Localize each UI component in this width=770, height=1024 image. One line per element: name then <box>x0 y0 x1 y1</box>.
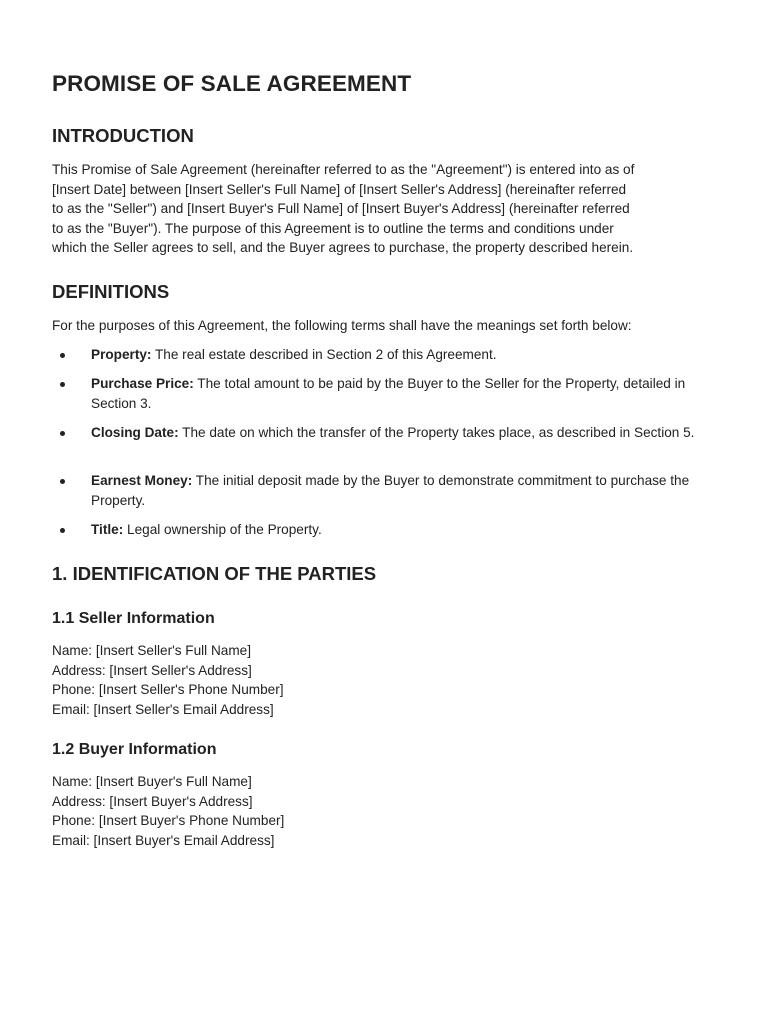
definition-term: Earnest Money: <box>91 473 193 488</box>
seller-address-line: Address: [Insert Seller's Address] <box>52 662 252 678</box>
introduction-line: [Insert Date] between [Insert Seller's Full Name] of [Insert Seller's Address] (hereinafter referred <box>52 181 627 197</box>
introduction-line: to as the "Seller") and [Insert Buyer's Full Name] of [Insert Buyer's Address] (hereinafter referred <box>52 201 630 216</box>
definitions-heading: DEFINITIONS <box>52 281 170 302</box>
buyer-info-block <box>52 772 284 850</box>
seller-info-block <box>52 641 284 719</box>
buyer-email-line: Email: [Insert Buyer's Email Address] <box>52 832 275 848</box>
introduction-line: which the Seller agrees to sell, and the Buyer agrees to purchase, the property described herein. <box>52 240 634 255</box>
buyer-info-heading: 1.2 Buyer Information <box>52 741 217 758</box>
definition-text <box>91 374 721 413</box>
definition-description: The total amount to be paid by the Buyer to the Seller for the Property, detailed in Section 3. <box>91 376 686 411</box>
bullet-icon <box>60 479 65 484</box>
definition-text <box>91 520 721 540</box>
bullet-icon <box>60 431 65 436</box>
introduction-paragraph <box>52 160 634 258</box>
document-title: PROMISE OF SALE AGREEMENT <box>52 71 412 96</box>
introduction-heading: INTRODUCTION <box>52 125 194 146</box>
introduction-line: This Promise of Sale Agreement (hereinafter referred to as the "Agreement") is entered into as of <box>52 162 635 177</box>
introduction-line: to as the "Buyer"). The purpose of this Agreement is to outline the terms and conditions under <box>52 220 614 236</box>
definition-term: Purchase Price: <box>91 376 194 391</box>
definition-text <box>91 423 721 443</box>
definition-term: Property: <box>91 347 152 362</box>
seller-phone-line: Phone: [Insert Seller's Phone Number] <box>52 682 284 697</box>
buyer-phone-line: Phone: [Insert Buyer's Phone Number] <box>52 813 285 828</box>
definition-description: The initial deposit made by the Buyer to demonstrate commitment to purchase the Property. <box>91 473 690 508</box>
bullet-icon <box>60 382 65 387</box>
seller-email-line: Email: [Insert Seller's Email Address] <box>52 701 274 717</box>
definition-term: Title: <box>91 522 124 537</box>
buyer-address-line: Address: [Insert Buyer's Address] <box>52 793 253 809</box>
definition-description: The real estate described in Section 2 of this Agreement. <box>151 347 497 362</box>
definition-description: The date on which the transfer of the Property takes place, as described in Section 5. <box>178 425 695 440</box>
definitions-lead: For the purposes of this Agreement, the following terms shall have the meanings set forth below: <box>52 318 632 333</box>
seller-name-line: Name: [Insert Seller's Full Name] <box>52 643 252 658</box>
section-1-heading: 1. IDENTIFICATION OF THE PARTIES <box>52 563 377 584</box>
definition-description: Legal ownership of the Property. <box>123 522 322 537</box>
definition-term: Closing Date: <box>91 425 179 440</box>
bullet-icon <box>60 528 65 533</box>
bullet-icon <box>60 353 65 358</box>
definition-text <box>91 471 721 510</box>
definition-text <box>91 345 721 365</box>
seller-info-heading: 1.1 Seller Information <box>52 610 215 627</box>
buyer-name-line: Name: [Insert Buyer's Full Name] <box>52 774 252 789</box>
